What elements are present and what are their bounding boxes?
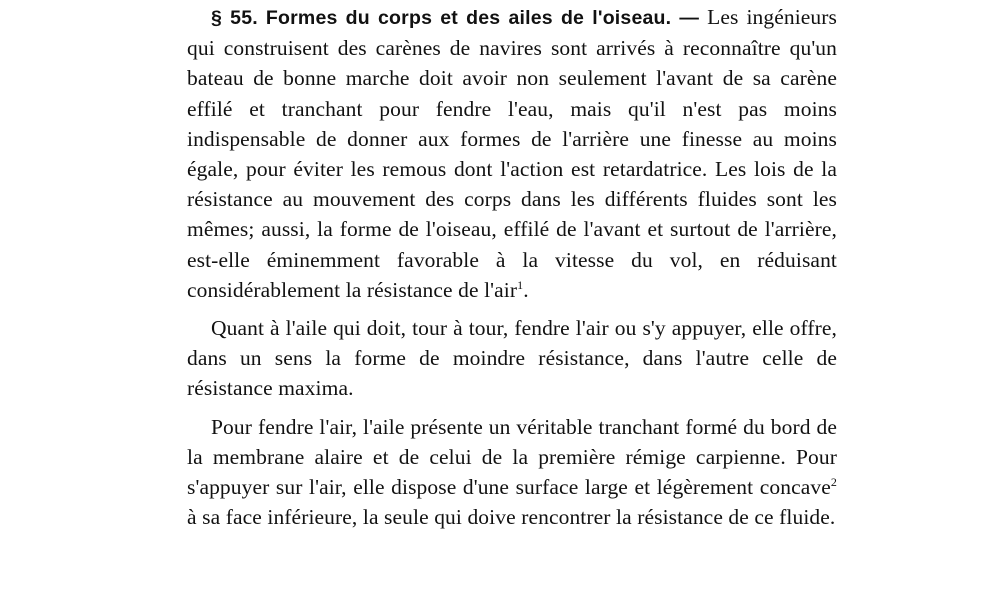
paragraph-3 [187,412,837,533]
paragraph-1-text: Les ingénieurs qui construisent des carènes de navires sont arrivés à reconnaître qu'un bateau de bonne marche doit avoir non seulement l'avant de sa carène effilé et tranchant pour fendre l'eau, mais qu'il n'est pas moins indispensable de donner aux formes de l'arrière une finesse au moins égale, pour éviter les remous dont l'action est retardatrice. Les lois de la résistance au mouvement des corps dans les différents fluides sont les mêmes; aussi, la forme de l'oiseau, effilé de l'avant et surtout de l'arrière, est-elle éminemment favorable à la vitesse du vol, en réduisant considérablement la résistance de l'air [187,5,838,302]
footnote-ref-2: 2 [830,474,837,489]
paragraph-2-text: Quant à l'aile qui doit, tour à tour, fendre l'air ou s'y appuyer, elle offre, dans un sens la forme de moindre résistance, dans l'autre celle de résistance maxima. [187,316,837,401]
section-title: Formes du corps et des ailes de l'oiseau. — [265,7,700,29]
section-number: § 55. [211,7,258,29]
paragraph-2 [187,313,837,404]
paragraph-1-end: . [523,277,529,302]
document-page [187,2,837,540]
paragraph-3-text-b: à sa face inférieure, la seule qui doive rencontrer la résistance de ce fluide. [187,505,836,530]
paragraph-section-55 [187,2,837,305]
footnote-ref-1: 1 [517,277,524,292]
paragraph-3-text-a: Pour fendre l'air, l'aile présente un véritable tranchant formé du bord de la membrane alaire et de celui de la première rémige carpienne. Pour s'appuyer sur l'air, elle dispose d'une surface large et légèrement concave [187,414,837,500]
